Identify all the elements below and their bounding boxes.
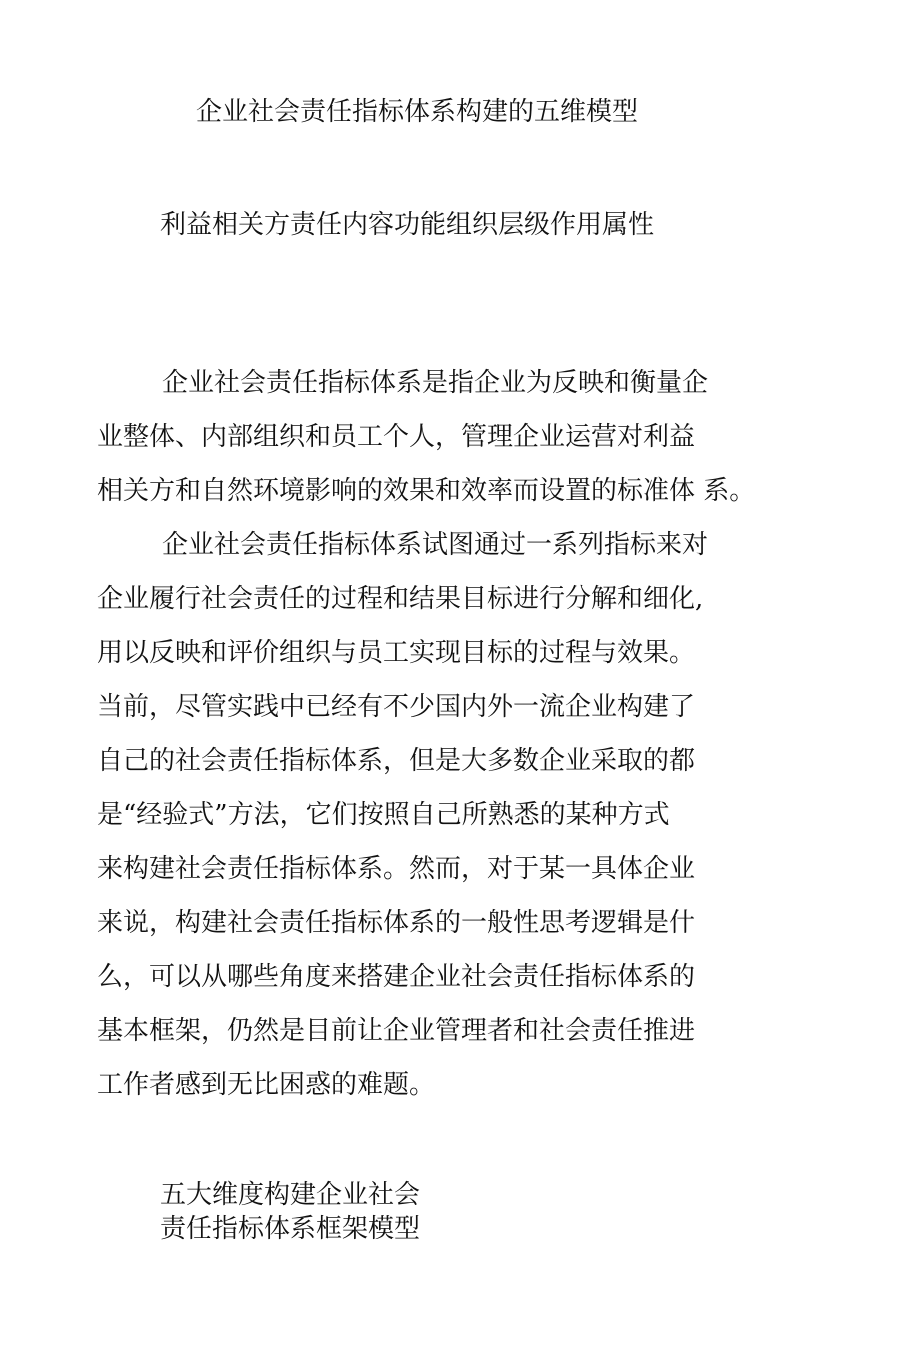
paragraph-line: 企业社会责任指标体系是指企业为反映和衡量企 — [162, 368, 709, 398]
paragraph-line: 企业社会责任指标体系试图通过一系列指标来对 — [162, 530, 709, 560]
paragraph-line: 来构建社会责任指标体系。然而，对于某一具体企业 — [97, 854, 696, 884]
keywords-line: 利益相关方责任内容功能组织层级作用属性 — [160, 210, 655, 240]
section-heading-line: 责任指标体系框架模型 — [160, 1214, 421, 1244]
paragraph-line: 工作者感到无比困惑的难题。 — [97, 1070, 436, 1100]
paragraph-line: 业整体、内部组织和员工个人，管理企业运营对利益 — [97, 422, 696, 452]
paragraph-line: 相关方和自然环境影响的效果和效率而设置的标准体 系。 — [97, 476, 756, 506]
paragraph-line: 来说，构建社会责任指标体系的一般性思考逻辑是什 — [97, 908, 696, 938]
paragraph-line: 用以反映和评价组织与员工实现目标的过程与效果。 — [97, 638, 696, 668]
paragraph-line: 当前，尽管实践中已经有不少国内外一流企业构建了 — [97, 692, 696, 722]
section-heading-line: 五大维度构建企业社会 — [160, 1180, 421, 1210]
paragraph-line: 自己的社会责任指标体系，但是大多数企业采取的都 — [97, 746, 696, 776]
paragraph-line: 是“经验式”方法，它们按照自己所熟悉的某种方式 — [97, 800, 670, 830]
paragraph-line: 基本框架，仍然是目前让企业管理者和社会责任推进 — [97, 1016, 696, 1046]
paragraph-line: 么，可以从哪些角度来搭建企业社会责任指标体系的 — [97, 962, 696, 992]
document-title: 企业社会责任指标体系构建的五维模型 — [196, 97, 639, 127]
paragraph-line: 企业履行社会责任的过程和结果目标进行分解和细化, — [97, 584, 704, 614]
